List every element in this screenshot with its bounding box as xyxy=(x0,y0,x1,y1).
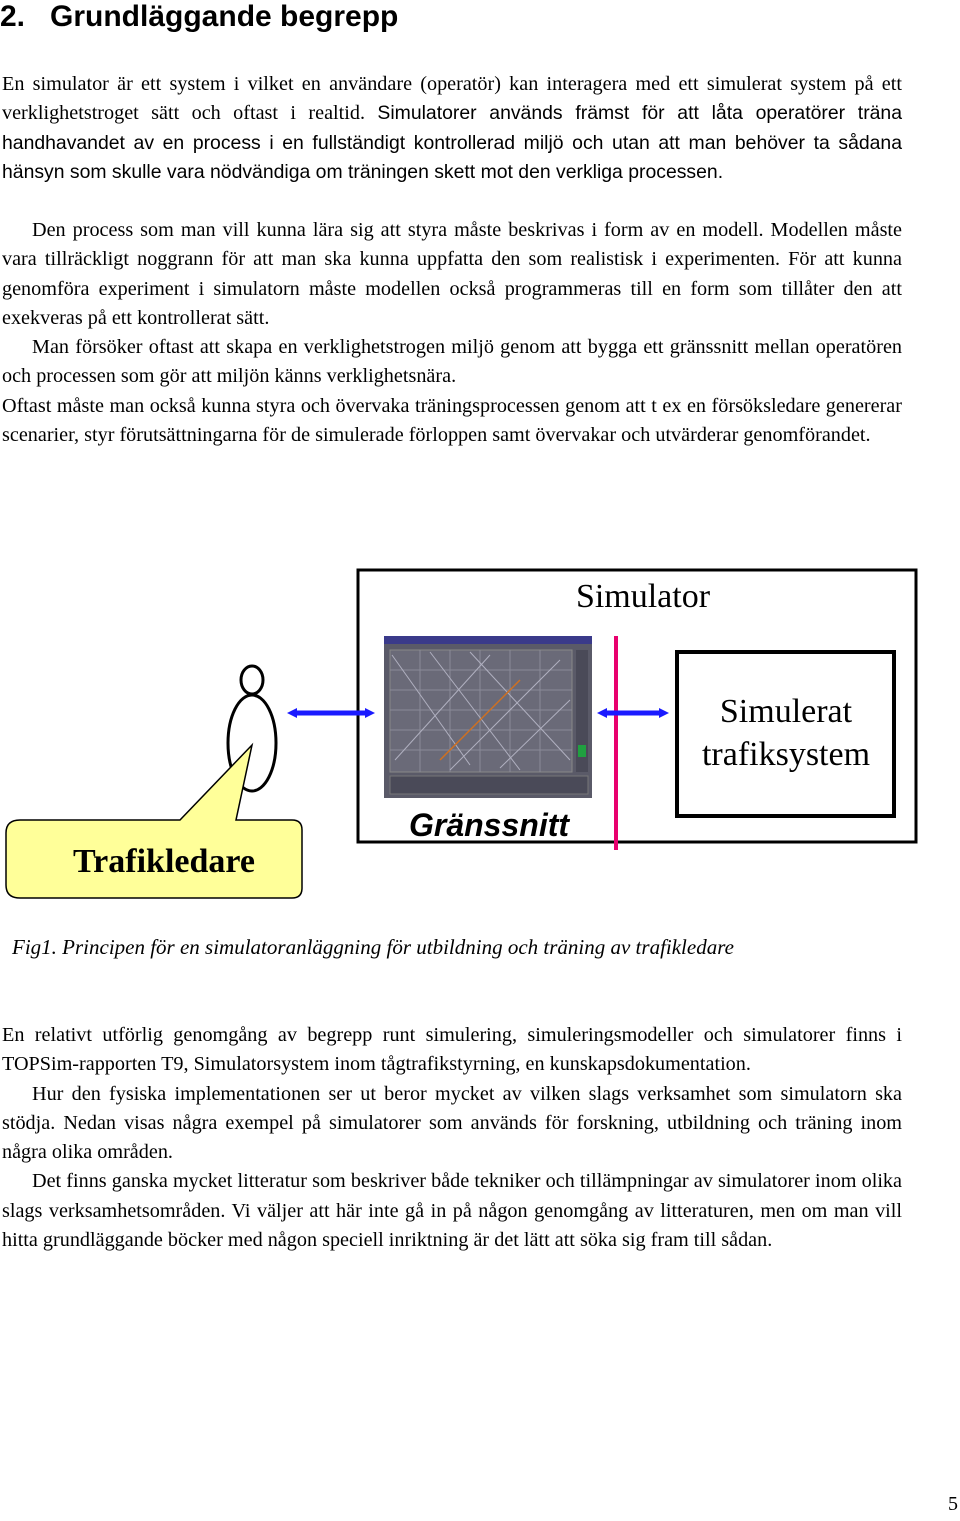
paragraph-control: Oftast måste man också kunna styra och övervaka träningsprocessen genom att t ex en försöksledare genererar scenarier, styr förutsättningarna för de simulerade förloppen samt övervakar och utvärderar genomförandet. xyxy=(2,394,902,447)
paragraph-topsim: En relativt utförlig genomgång av begrepp runt simulering, simuleringsmodeller och simulatorer finns i TOPSim-rapporten T9, Simulatorsystem inom tågtrafikstyrning, en kunskapsdokumentation. xyxy=(2,1024,902,1076)
intro-sentence-1: En simulator är ett system i vilket en användare (operatör) kan interagera med ett simulerat system på ett verklighetstroget sätt och oftast i realtid. xyxy=(2,73,902,125)
intro-sentence-2: Simulatorer används främst för att låta operatörer träna handhavandet av en process i en fullständigt kontrollerad miljö och utan att man behöver ta sådana hänsyn som skulle vara nödvändiga om träningen skett mot den verkliga processen. xyxy=(2,102,903,183)
page-number: 5 xyxy=(948,1493,958,1515)
paragraph-implementation: Hur den fysiska implementationen ser ut beror mycket av vilken slags verksamhet som simulatorn ska stödja. Nedan visas några exempel på simulatorer som används för forskning, utbildning och träning inom några olika områden. xyxy=(2,1082,902,1164)
simulator-principle-figure xyxy=(0,560,960,920)
body-text-lower xyxy=(2,1021,902,1255)
paragraph-environment: Man försöker oftast att skapa en verklighetstrogen miljö genom att bygga ett gränssnitt mellan operatören och processen som gör att miljön känns verklighetsnära. xyxy=(2,336,902,388)
section-heading: 2. Grundläggande begrepp xyxy=(0,0,399,33)
simulator-label: Simulator xyxy=(575,578,711,615)
interface-screenshot xyxy=(384,636,592,798)
operator-label: Trafikledare xyxy=(73,843,255,880)
intro-paragraph xyxy=(2,70,902,187)
simulated-system-label-line2: trafiksystem xyxy=(701,736,871,773)
figure-caption: Fig1. Principen för en simulatoranläggning för utbildning och träning av trafikledare xyxy=(12,935,734,959)
simulated-system-label-line1: Simulerat xyxy=(719,693,853,730)
interface-label: Gränssnitt xyxy=(408,807,570,843)
body-text-upper xyxy=(2,216,902,450)
simulated-system-box xyxy=(677,652,894,816)
paragraph-model: Den process som man vill kunna lära sig att styra måste beskrivas i form av en modell. Modellen måste vara tillräckligt noggrann för att man ska kunna uppfatta den som realistisk i experimenten. För att kunna genomföra experiment i simulatorn måste modellen också programmeras till en form som tillåter den att exekveras på ett kontrollerat sätt. xyxy=(2,219,902,329)
paragraph-literature: Det finns ganska mycket litteratur som beskriver både tekniker och tillämpningar av simulatorer inom olika slags verksamhetsområden. Vi väljer att här inte gå in på någon genomgång av litteraturen, men om man vill hitta grundläggande böcker med någon speciell inriktning är det lätt att söka sig fram till sådan. xyxy=(2,1170,902,1252)
